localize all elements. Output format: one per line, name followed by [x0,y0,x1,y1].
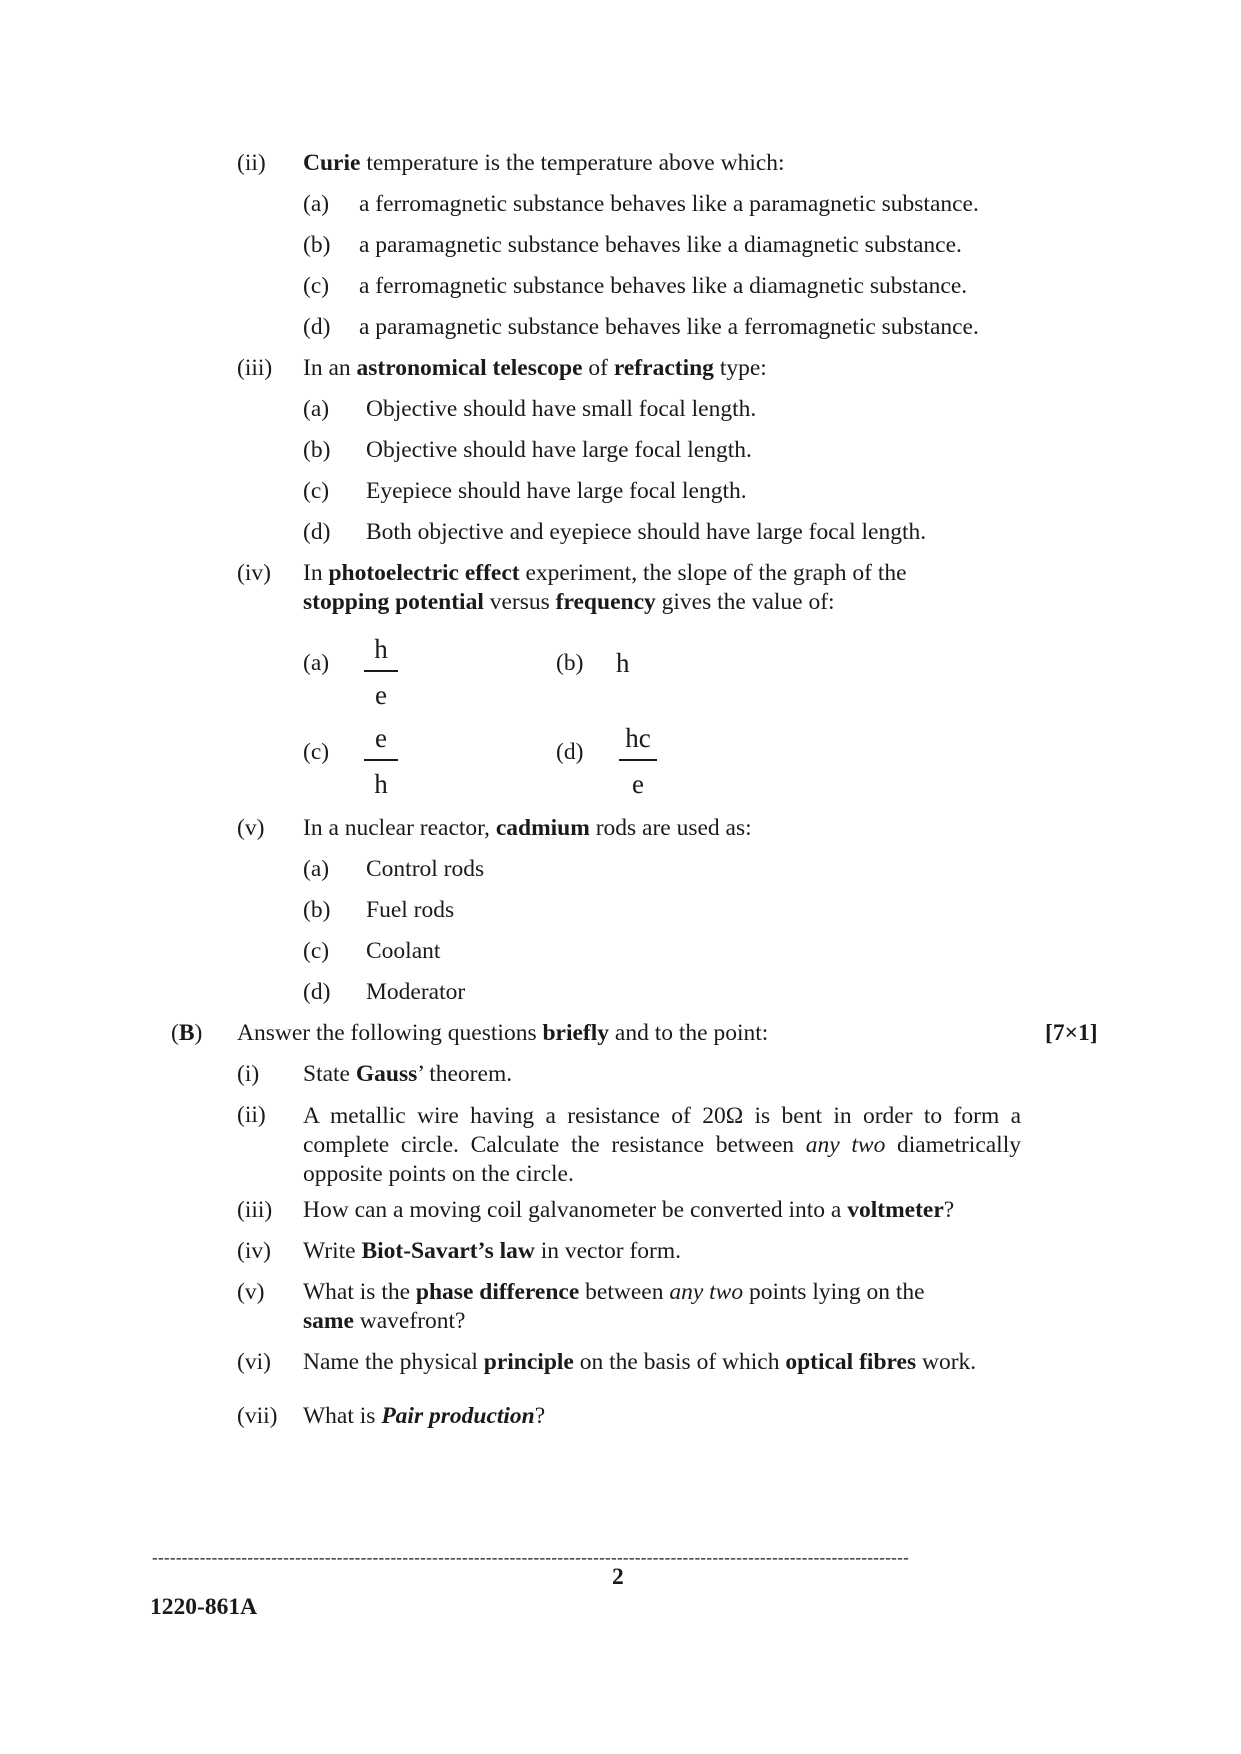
text-run: What is [303,1403,382,1429]
question-text [303,1197,954,1224]
bold-term: Gauss [355,1061,418,1087]
question-text [303,1102,1021,1189]
numerator: hc [625,723,651,753]
fraction-e-over-h [364,719,398,803]
question-number: (iii) [237,355,273,381]
bold-term: principle [483,1349,574,1375]
fraction-h-over-e [364,630,398,714]
text-run: diametrically opposite points on the circle. [303,1132,1021,1187]
option-text: Control rods [366,856,485,882]
option-label: (b) [303,437,331,463]
question-number: (vi) [237,1349,271,1375]
text-run: type: [713,355,767,381]
section-instruction [237,1020,768,1047]
bold-term: same [303,1308,354,1334]
option-label: (d) [303,519,331,545]
option-text: h [616,648,630,678]
question-number: (i) [237,1061,260,1087]
text-run: experiment, the slope of the graph of the [519,560,907,586]
bold-term: briefly [542,1020,610,1046]
page-number: 2 [612,1564,624,1590]
text-run: gives the value of: [655,589,835,615]
option-label: (c) [303,739,330,765]
question-number: (iv) [237,1238,271,1264]
option-label: (a) [303,650,330,676]
bold-term: refracting [613,355,714,381]
option-label: (d) [303,314,331,340]
marks-label: [7×1] [1045,1020,1098,1046]
option-text: Coolant [366,938,441,964]
text-run: ? [943,1197,955,1223]
option-label: (c) [303,938,330,964]
text-run: State [303,1061,356,1087]
bold-term: optical fibres [785,1349,917,1375]
question-number: (v) [237,1279,265,1305]
question-text [303,1238,681,1265]
bold-term: voltmeter [847,1197,944,1223]
bold-term: cadmium [495,815,590,841]
fraction-bar [364,759,398,761]
italic-term: any two [805,1132,886,1158]
fraction-bar [619,759,657,761]
option-text: Objective should have small focal length. [366,396,757,422]
option-label: (d) [556,739,584,765]
bold-term: Curie [303,150,361,176]
bold-term: astronomical telescope [356,355,583,381]
footer-divider: ------------------------------------------------------------------------------------------------------------------------------- [152,1548,910,1567]
bold-term: stopping potential [303,589,484,615]
question-number: (vii) [237,1403,278,1429]
bold-term: frequency [555,589,656,615]
question-number: (iv) [237,560,271,586]
text-run: Write [303,1238,362,1264]
fraction-hc-over-e [619,719,657,803]
option-text: Moderator [366,979,466,1005]
question-text [303,815,752,842]
text-run: A metallic wire having a resistance of 20Ω is bent in order to form a complete circle. Calculate the resistance between [303,1103,1021,1158]
text-run: of [582,355,614,381]
question-number: (ii) [237,150,266,176]
bold-term: photoelectric effect [328,560,520,586]
option-label: (b) [303,897,331,923]
question-text [303,355,767,382]
bold-term: phase difference [415,1279,580,1305]
option-label: (a) [303,191,330,217]
text-run: between [579,1279,670,1305]
option-text: a ferromagnetic substance behaves like a diamagnetic substance. [359,273,968,299]
option-text: Fuel rods [366,897,455,923]
text-run: Answer the following questions [237,1020,543,1046]
text-run: versus [483,589,556,615]
option-text: a ferromagnetic substance behaves like a paramagnetic substance. [359,191,979,217]
text-run: on the basis of which [573,1349,786,1375]
numerator: e [375,723,387,753]
numerator: h [374,634,388,664]
option-text: a paramagnetic substance behaves like a ferromagnetic substance. [359,314,979,340]
option-label: (b) [556,650,584,676]
text-run: How can a moving coil galvanometer be converted into a [303,1197,848,1223]
text-run: in vector form. [534,1238,682,1264]
option-label: (a) [303,396,330,422]
denominator: h [374,769,388,799]
question-text-line2 [303,589,835,616]
text-run: ? [534,1403,546,1429]
option-text: Eyepiece should have large focal length. [366,478,747,504]
text-run: What is the [303,1279,416,1305]
text-run: temperature is the temperature above which: [360,150,785,176]
question-text-line2 [303,1308,465,1335]
option-label: (b) [303,232,331,258]
question-text [303,1061,512,1088]
fraction-bar [364,670,398,672]
text-run: rods are used as: [589,815,752,841]
option-label: (d) [303,979,331,1005]
text-run: wavefront? [353,1308,466,1334]
text-run: work. [916,1349,977,1375]
option-label: (a) [303,856,330,882]
question-text [303,1403,545,1430]
text-run: In a nuclear reactor, [303,815,496,841]
option-text: Both objective and eyepiece should have large focal length. [366,519,927,545]
question-text [303,150,785,177]
section-letter: B [178,1020,195,1046]
italic-term: any two [669,1279,744,1305]
option-label: (c) [303,273,330,299]
paper-code: 1220-861A [150,1594,258,1620]
question-text-line1 [303,1279,925,1306]
text-run: In [303,560,329,586]
text-run: In an [303,355,357,381]
denominator: e [375,680,387,710]
text-run: points lying on the [743,1279,925,1305]
option-text: a paramagnetic substance behaves like a diamagnetic substance. [359,232,962,258]
text-run: ’ theorem. [417,1061,513,1087]
text-run: and to the point: [609,1020,769,1046]
bold-term: Biot-Savart’s law [361,1238,535,1264]
question-number: (iii) [237,1197,273,1223]
text-run: Name the physical [303,1349,484,1375]
question-text [303,1349,976,1376]
bold-italic-term: Pair production [381,1403,535,1429]
question-number: (v) [237,815,265,841]
question-text-line1 [303,560,907,587]
option-text: Objective should have large focal length. [366,437,752,463]
question-number: (ii) [237,1102,266,1128]
option-label: (c) [303,478,330,504]
section-label: (B) [171,1020,203,1046]
denominator: e [632,769,644,799]
